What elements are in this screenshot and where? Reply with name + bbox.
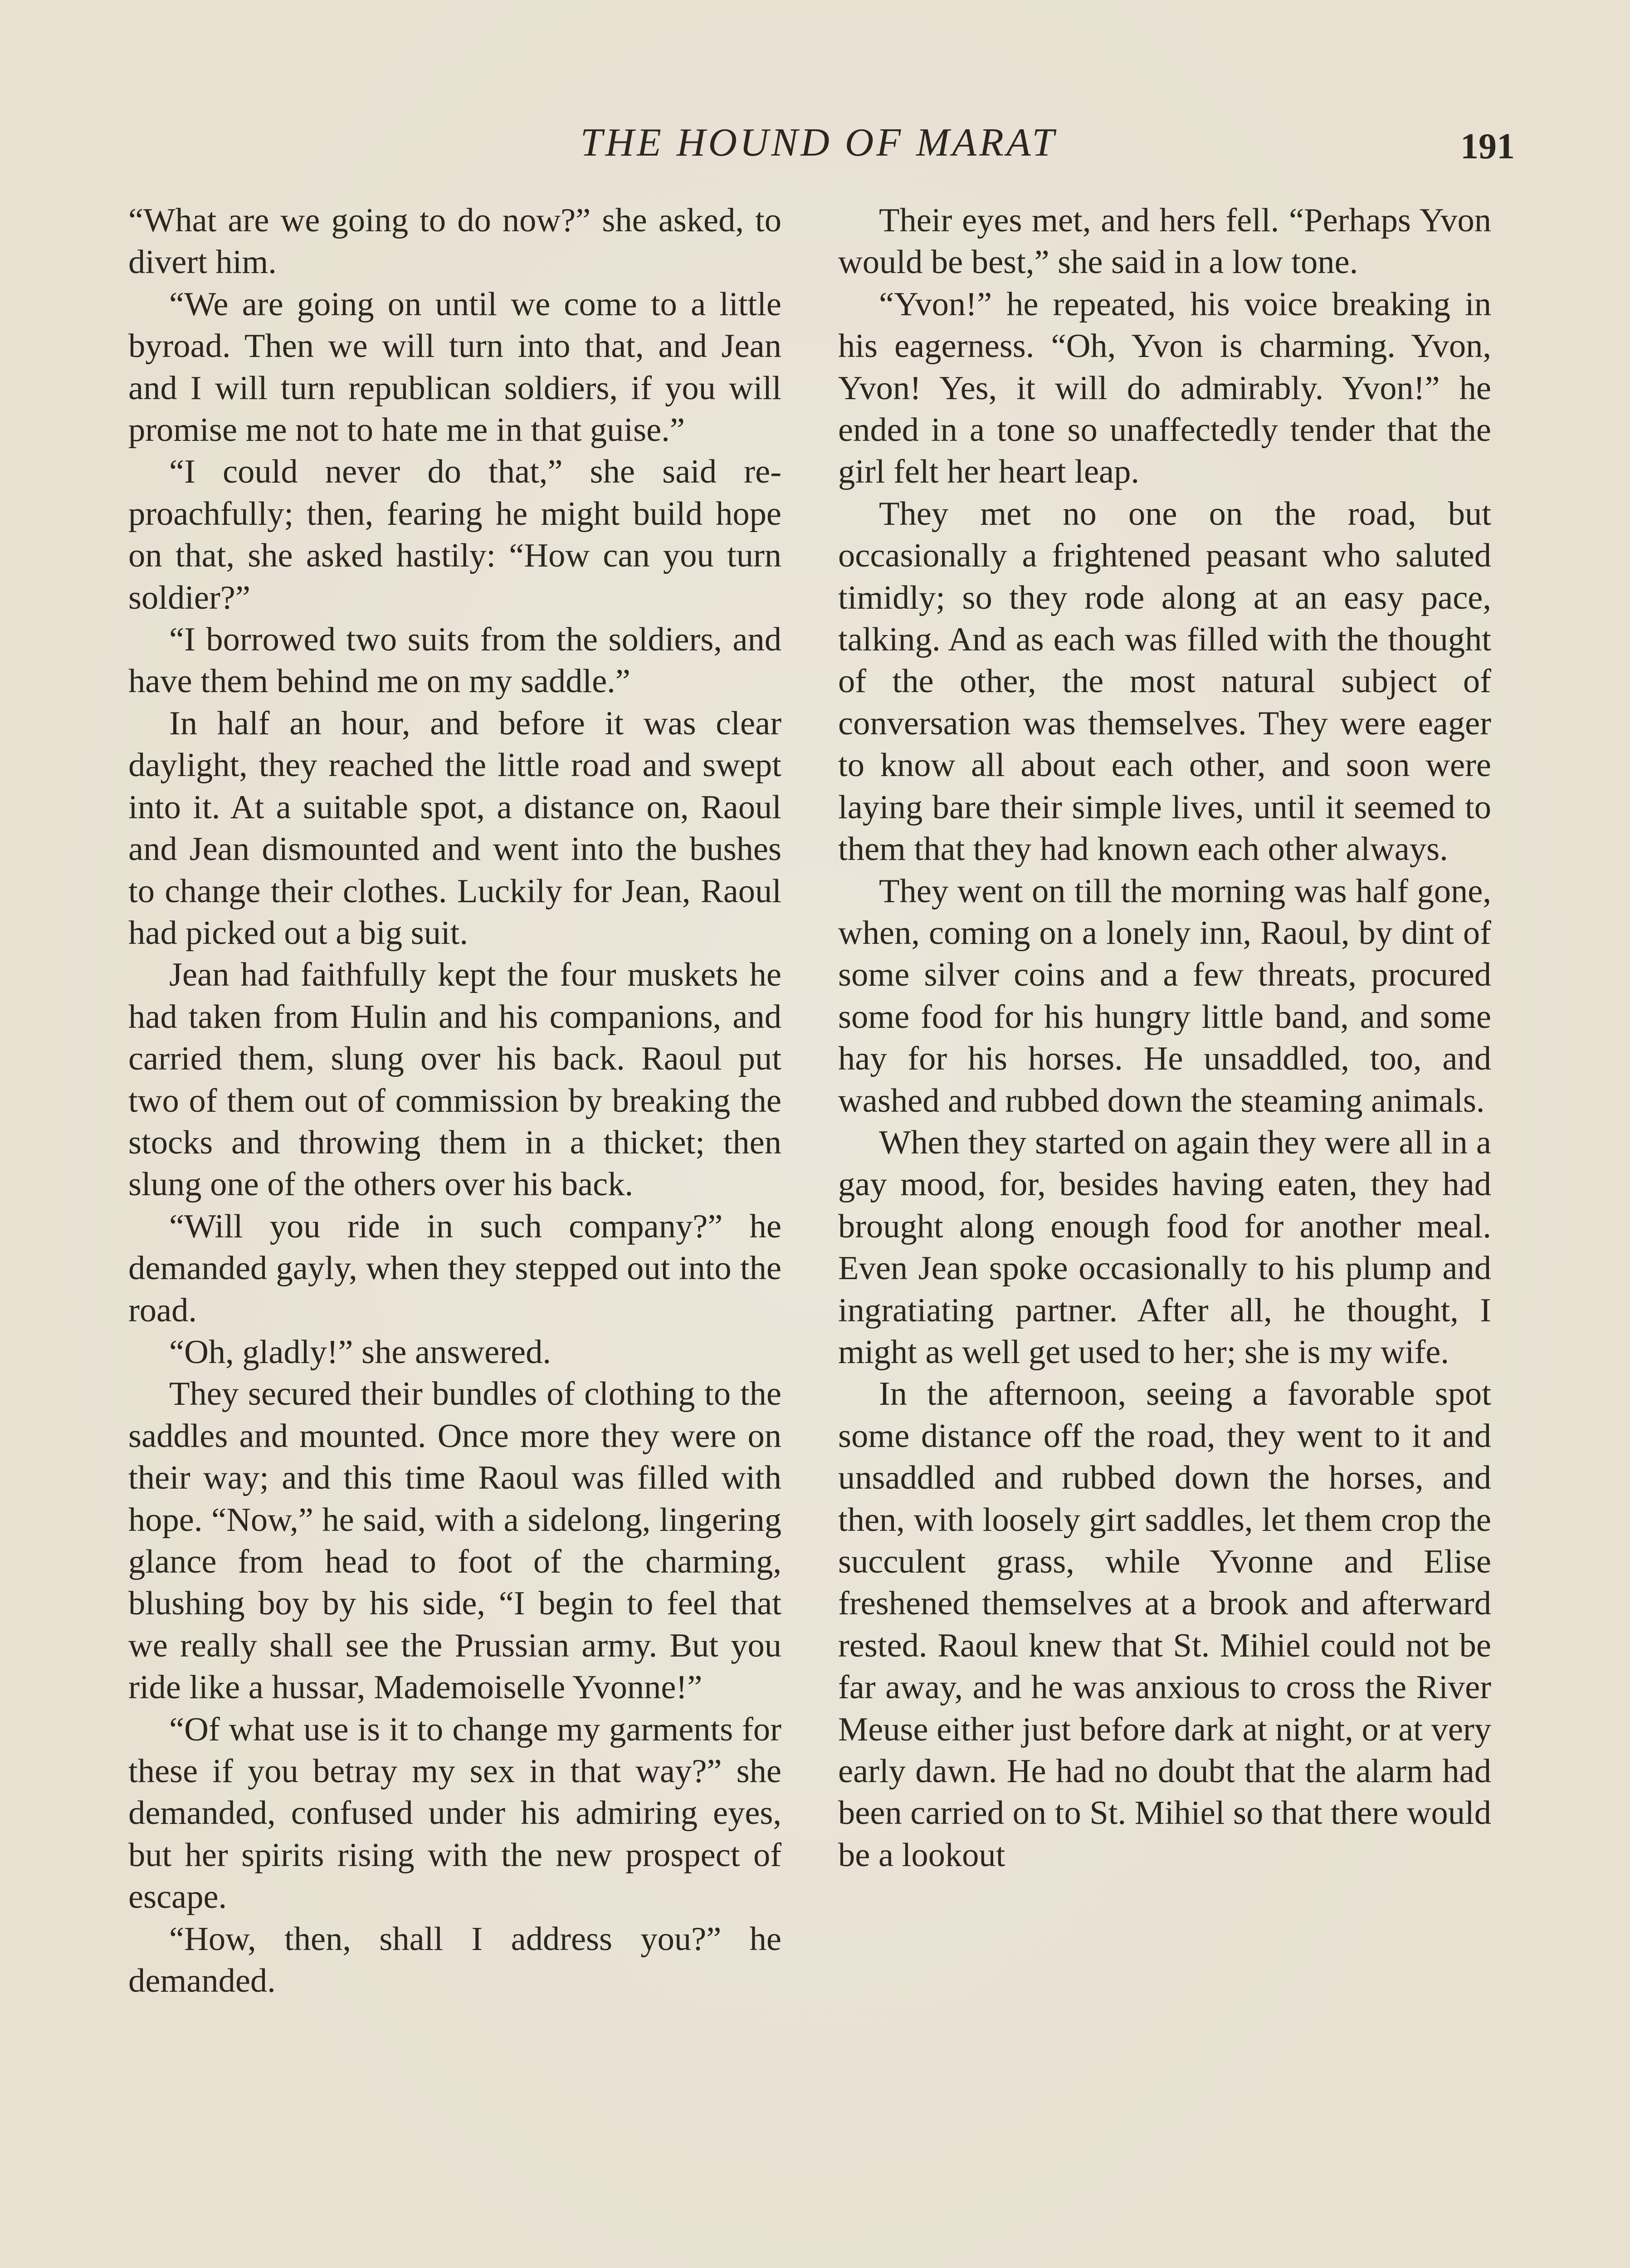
paragraph: They went on till the morning was half gone, when, coming on a lonely inn, Raoul, by dint of some silver coins and a few threats, procured some food for his hungry little band, and some hay for his horses. He unsaddled, too, and washed and rubbed down the steaming animals.: [838, 872, 1491, 1119]
left-column: [128, 200, 781, 2002]
running-head: [0, 116, 1630, 170]
paragraph: In the afternoon, seeing a favorable spot some distance off the road, they went to it and unsaddled and rubbed down the horses, and then, with loosely girt saddles, let them crop the succulent grass, while Yvonne and Elise freshened themselves at a brook and afterward rested. Raoul knew that St. Mihiel could not be far away, and he was anxious to cross the River Meuse either just before dark at night, or at very early dawn. He had no doubt that the alarm had been carried on to St. Mihiel so that there would be a lookout: [838, 1375, 1491, 1874]
paragraph: “I could never do that,” she said reproachfully; then, fearing he might build hope on that, she asked hastily: “How can you turn soldier?”: [128, 453, 781, 616]
right-column: [838, 200, 1491, 1876]
paragraph: “Will you ride in such company?” he demanded gayly, when they stepped out into the road.: [128, 1207, 781, 1329]
paragraph: In half an hour, and before it was clear daylight, they reached the little road and swept into it. At a suitable spot, a distance on, Raoul and Jean dismounted and went into the bushes to change their clothes. Luckily for Jean, Raoul had picked out a big suit.: [128, 704, 781, 952]
paragraph: Their eyes met, and hers fell. “Perhaps Yvon would be best,” she said in a low tone.: [838, 202, 1491, 281]
paragraph: When they started on again they were all in a gay mood, for, besides having eaten, they had brought along enough food for another meal. Even Jean spoke occasionally to his plump and ingratiating partner. After all, he thought, I might as well get used to her; she is my wife.: [838, 1124, 1491, 1371]
paragraph: “Yvon!” he repeated, his voice breaking in his eagerness. “Oh, Yvon is charming. Yvon, Yvon! Yes, it will do admirably. Yvon!” he ended in a tone so unaffectedly tender that the girl felt her heart leap.: [838, 285, 1491, 491]
paragraph: They secured their bundles of clothing to the saddles and mounted. Once more they were on their way; and this time Raoul was filled with hope. “Now,” he said, with a sidelong, lingering glance from head to foot of the charming, blushing boy by his side, “I begin to feel that we really shall see the Prussian army. But you ride like a hussar, Mademoiselle Yvonne!”: [128, 1375, 781, 1706]
running-title: THE HOUND OF MARAT: [580, 121, 1057, 165]
paragraph: “Oh, gladly!” she answered.: [169, 1333, 551, 1371]
paragraph: “How, then, shall I address you?” he demanded.: [128, 1920, 781, 2000]
page-number: 191: [1460, 127, 1515, 166]
paragraph: “What are we going to do now?” she asked, to divert him.: [128, 202, 781, 281]
paragraph: Jean had faithfully kept the four muskets he had taken from Hulin and his companions, and carried them, slung over his back. Raoul put two of them out of commission by breaking the stocks and throwing them in a thicket; then slung one of the others over his back.: [128, 956, 781, 1203]
paragraph: “Of what use is it to change my garments for these if you betray my sex in that way?” she demanded, confused under his admiring eyes, but her spirits rising with the new prospect of escape.: [128, 1711, 781, 1916]
paragraph: “I borrowed two suits from the soldiers, and have them behind me on my saddle.”: [128, 621, 781, 700]
paragraph: “We are going on until we come to a little byroad. Then we will turn into that, and Jean and I will turn republican soldiers, if you will promise me not to hate me in that guise.”: [128, 285, 781, 449]
paragraph: They met no one on the road, but occasionally a frightened peasant who saluted timidly; so they rode along at an easy pace, talking. And as each was filled with the thought of the other, the most natural subject of conversation was themselves. They were eager to know all about each other, and soon were laying bare their simple lives, until it seemed to them that they had known each other always.: [838, 495, 1491, 868]
